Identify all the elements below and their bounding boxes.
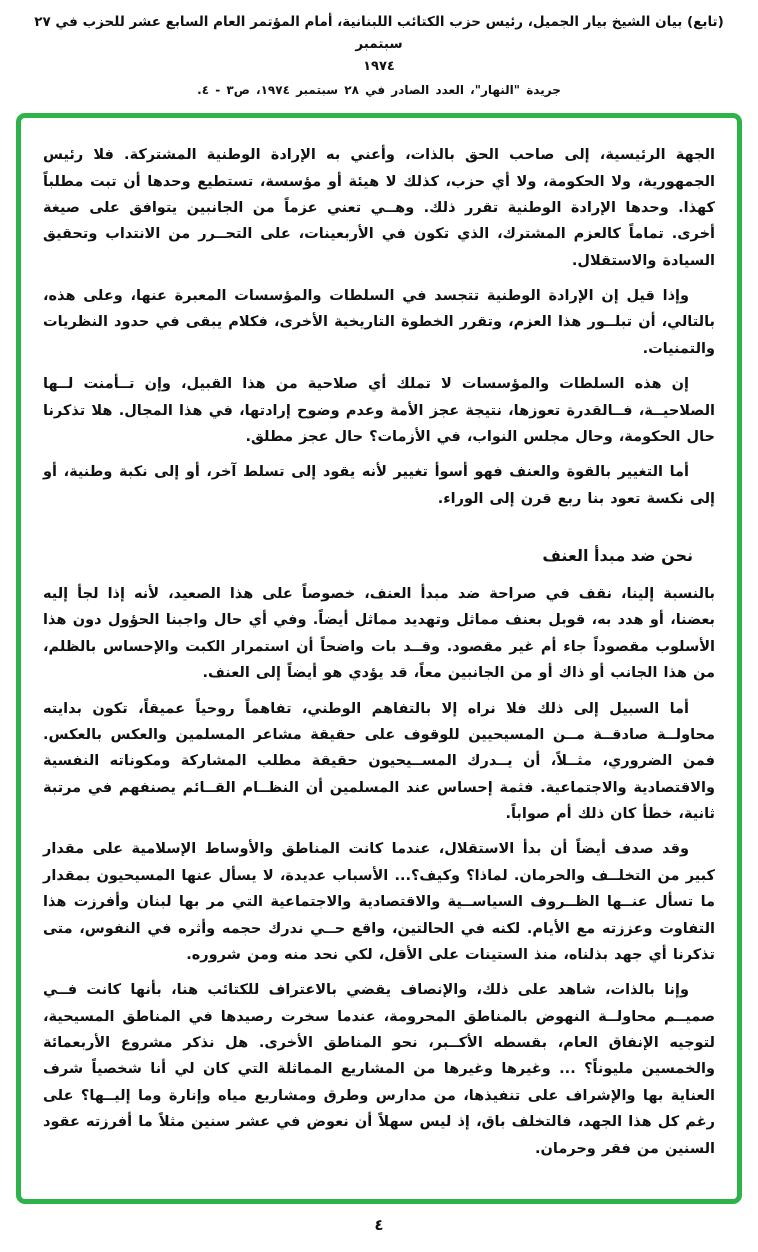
section-heading: نحن ضد مبدأ العنف <box>542 546 693 566</box>
document-header <box>0 0 758 97</box>
header-title-year: ١٩٧٤ <box>363 59 395 75</box>
paragraph: وقد صدف أيضاً أن بدأ الاستقلال، عندما كانت المناطق والأوساط الإسلامية على مقدار كبير من التخلــف والحرمان. لماذا؟ وكيف؟... الأسباب عديدة، لا يسأل عنها المسيحيون بمقدار ما تسأل عنــها الظــروف السياســية والاقتصادية والاجتماعية التي مر بها لبنان وأفرزت هذا التفاوت وعززته مع الأيام. لكنه في الحالتين، واقع حــي ندرك حجمه وأثره في النفوس، متى تذكرنا أي جهد بذلناه، منذ الستينات على الأقل، لكي نحد منه ومن شروره. <box>43 841 715 963</box>
paragraph: وإنا بالذات، شاهد على ذلك، والإنصاف يقضي بالاعتراف للكتائب هنا، بأنها كانت فــي صميــم محاولــة النهوض بالمناطق المحرومة، عندما سخرت رصيدها في المناطق المسيحية، لتوجيه الإنفاق العام، بقسطه الأكــبر، نحو المناطق الأخرى. هل نذكر مشروع الأربعمائة والخمسين مليوناً؟ ... وغيرها وغيرها من المشاريع المماثلة التي كان لي أنا شخصياً شرف العناية بها والإشراف على تنفيذها، من مدارس وطرق ومشاريع مياه وإنارة وما إليــها؟ على رغم كل هذا الجهد، فالتخلف باق، إذ ليس سهلاً أن نعوض في عشر سنين مثلاً ما أفرزته عقود السنين من فقر وحرمان. <box>43 982 715 1157</box>
paragraph: أما السبيل إلى ذلك فلا نراه إلا بالتفاهم الوطني، تفاهماً روحياً عميقاً، تكون بدايته محاولــة صادقــة مــن المسيحيين للوقوف على حقيقة مشاعر المسلمين والعكس بالعكس. فمن الضروري، مثــلاً، أن يــدرك المســيحيون حقيقة مطلب المشاركة ومكوناته النفسية والاقتصادية والاجتماعية. فثمة إحساس عند المسلمين أن النظــام القــائم يصنفهم في مرتبة ثانية، خطأ كان ذلك أم صواباً. <box>43 700 715 823</box>
header-title-line1: (تابع) بيان الشيخ بيار الجميل، رئيس حزب الكتائب اللبنانية، أمام المؤتمر العام السابع عشر للحزب في ٢٧ سبتمبر <box>34 14 724 52</box>
paragraph: إن هذه السلطات والمؤسسات لا تملك أي صلاحية من هذا القبيل، وإن تــأمنت لــها الصلاحيــة، فــالقدرة تعوزها، نتيجة عجز الأمة وعدم وضوح إرادتها، في هذا المجال. هلا تذكرنا حال الحكومة، وحال مجلس النواب، في الأزمات؟ حال عجز مطلق. <box>43 376 715 445</box>
publication-source: جريدة "النهار"، العدد الصادر في ٢٨ سبتمبر ١٩٧٤، ص٣ - ٤. <box>197 83 561 98</box>
paragraph: وإذا قيل إن الإرادة الوطنية تتجسد في السلطات والمؤسسات المعبرة عنها، وعلى هذه، بالتالي، أن تبلــور هذا العزم، وتقرر الخطوة التاريخية الأخرى، فكلام يبقى في حدود النظريات والتمنيات. <box>43 288 715 357</box>
paragraph: أما التغيير بالقوة والعنف فهو أسوأ تغيير لأنه يقود إلى تسلط آخر، أو إلى نكبة وطنية، أو إلى نكسة تعود بنا ربع قرن إلى الوراء. <box>43 464 715 507</box>
page-number: ٤ <box>374 1215 384 1234</box>
paragraph: بالنسبة إلينا، نقف في صراحة ضد مبدأ العنف، خصوصاً على هذا الصعيد، لأنه إذا لجأ إليه بعضنا، أو هدد به، قوبل بعنف مماثل وتهديد مماثل أيضاً. وفي أي حال واجبنا الحؤول دون هذا الأسلوب مقصوداً جاء أم غير مقصود. وقــد بات واضحاً أن استمرار الكبت والإحساس بالظلم، من هذا الجانب أو ذاك أو من الجانبين معاً، قد يؤدي هو أيضاً إلى العنف. <box>43 586 715 682</box>
paragraph: الجهة الرئيسية، إلى صاحب الحق بالذات، وأعني به الإرادة الوطنية المشتركة. فلا رئيس الجمهورية، ولا الحكومة، ولا أي حزب، كذلك لا هيئة أو مؤسسة، تستطيع وحدها أن تبت مطلباً كهذا. وحدها الإرادة الوطنية تقرر ذلك. وهــي تعني عزماً من الجانبين يتوافق على صيغة أخرى. تماماً كالعزم المشترك، الذي تكون في الأربعينات، على التحــرر من الانتداب وتحقيق السيادة والاستقلال. <box>43 147 715 269</box>
text-frame <box>16 113 742 1204</box>
